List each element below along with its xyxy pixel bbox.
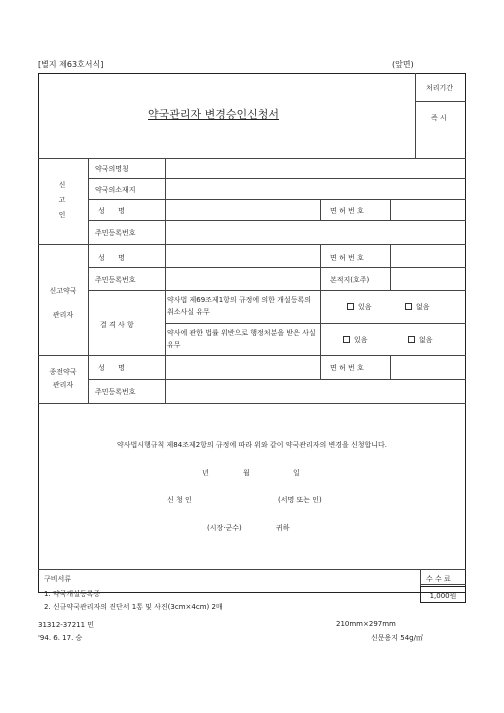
form-code: 31312-37211 민	[38, 621, 95, 629]
fee-label: 수 수 료	[426, 575, 451, 583]
month-label: 월	[243, 469, 250, 477]
documents-label: 구비서류	[44, 575, 72, 583]
disqualification-label: 결 격 사 항	[100, 321, 134, 329]
divider	[165, 158, 166, 403]
prev-manager-license-label: 면 허 번 호	[330, 364, 364, 372]
signature-placeholder: (서명 또는 인)	[278, 496, 322, 504]
applicant-name-label: 성 명	[98, 207, 125, 215]
divider	[390, 355, 391, 379]
prev-manager-label: 종전약국	[49, 368, 77, 376]
divider	[88, 267, 466, 268]
divider	[320, 290, 321, 355]
divider	[38, 158, 466, 159]
yes-label: 있음	[354, 336, 368, 344]
new-manager-license-label: 면 허 번 호	[330, 254, 364, 262]
new-manager-domicile-label: 본적지(호주)	[330, 276, 370, 284]
new-manager-label: 신고약국	[49, 287, 77, 295]
applicant-license-label: 면 허 번 호	[330, 207, 364, 215]
page-title: 약국관리자 변경승인신청서	[148, 108, 280, 121]
checkbox[interactable]	[408, 336, 415, 343]
pharmacy-address-label: 약국의소재지	[95, 186, 136, 194]
applicant-resident-label: 주민등록번호	[95, 229, 136, 237]
divider	[88, 199, 466, 200]
checkbox[interactable]	[405, 303, 412, 310]
new-manager-resident-label: 주민등록번호	[95, 276, 136, 284]
divider	[88, 178, 466, 179]
divider	[88, 290, 466, 291]
processing-period-label: 처리기간	[426, 84, 454, 92]
divider	[415, 101, 466, 102]
divider	[38, 355, 466, 356]
divider	[390, 199, 391, 220]
divider	[320, 244, 321, 290]
revocation-yes-option[interactable]	[347, 302, 372, 312]
divider	[320, 355, 321, 379]
checkbox[interactable]	[343, 336, 350, 343]
violation-no-option[interactable]	[408, 335, 433, 345]
violation-yes-option[interactable]	[343, 335, 368, 345]
prev-manager-label-2: 관리자	[52, 381, 74, 389]
applicant-group-label: 신 고 인	[58, 181, 66, 219]
divider	[415, 73, 416, 158]
divider	[88, 220, 466, 221]
new-manager-label-2: 관리자	[52, 311, 74, 319]
document-item-2: 2. 신규약국관리자의 진단서 1통 및 사진(3cm×4cm) 2매	[44, 603, 223, 611]
violation-question: 약사에 관한 법률 위반으로 행정처분을 받은 사실 유무	[167, 329, 316, 349]
divider	[88, 379, 466, 380]
prev-manager-resident-label: 주민등록번호	[95, 388, 136, 396]
paper-spec: 신문용지 54g/㎡	[371, 634, 423, 642]
divider	[320, 199, 321, 220]
divider	[88, 158, 89, 403]
paper-size: 210mm×297mm	[336, 620, 396, 628]
divider	[390, 244, 391, 290]
divider	[38, 244, 466, 245]
pharmacy-name-label: 약국의명칭	[95, 165, 129, 173]
divider	[38, 403, 466, 404]
divider	[420, 584, 466, 585]
no-label: 없음	[416, 303, 430, 311]
checkbox[interactable]	[347, 303, 354, 310]
processing-period-value: 즉 시	[431, 114, 447, 122]
year-label: 년	[202, 469, 209, 477]
revocation-question: 약사법 제69조제1항의 규정에 의한 개설등록의 취소사실 유무	[167, 296, 311, 316]
divider	[38, 569, 466, 570]
page-side-label: (앞면)	[392, 60, 414, 69]
yes-label: 있음	[358, 303, 372, 311]
document-item-1: 1. 약국개설등록증	[44, 590, 101, 598]
revocation-no-option[interactable]	[405, 302, 430, 312]
fee-value: 1,000원	[429, 592, 457, 600]
approval-date: '94. 6. 17. 승	[38, 634, 83, 642]
applicant-signature-label: 신 청 인	[167, 496, 192, 504]
day-label: 일	[293, 469, 300, 477]
no-label: 없음	[419, 336, 433, 344]
prev-manager-name-label: 성 명	[98, 364, 125, 372]
new-manager-name-label: 성 명	[98, 254, 125, 262]
recipient-label: (시장·군수)	[207, 524, 242, 532]
honorific-label: 귀하	[276, 524, 290, 532]
form-number: [별지 제63호서식]	[38, 60, 104, 69]
declaration-text: 약사법시행규칙 제84조제2항의 규정에 따라 위와 같이 약국관리자의 변경을 신청합니다.	[116, 441, 388, 449]
divider	[165, 323, 466, 324]
